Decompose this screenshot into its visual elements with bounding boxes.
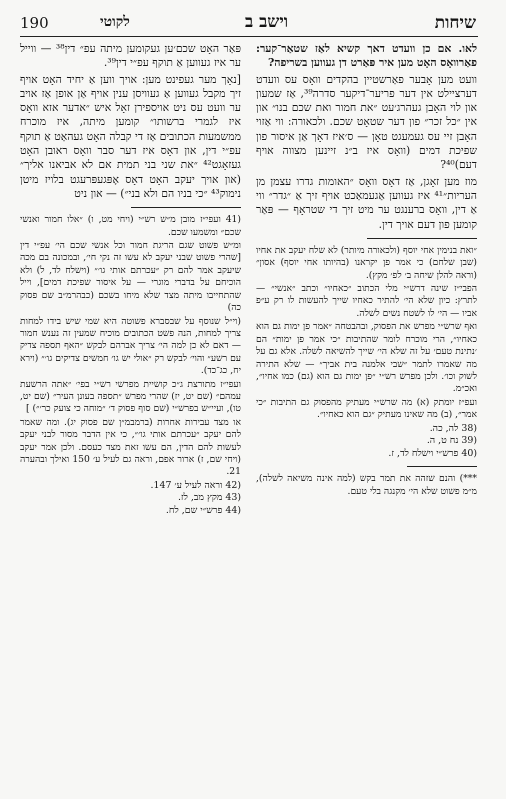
starred-separator <box>407 466 477 467</box>
header-title-left: שיחות <box>434 13 476 33</box>
left-column <box>20 42 241 518</box>
footnote-ref: (42 וראה לעיל ע׳ 147. <box>150 479 241 491</box>
footnote-text: (וי״ל שנוסף על שבסברא פשוטה היא שמי שיש בידו למחות צריך למחות, הנה פשט הכתובים מוכיח שמעין זה נענש חמור — דאם לא כן למה הי׳ צריך אברהם לבקש ״האף תספה צדיק עם רשע״ והוי׳ לבקש רק ״אולי יש גו׳ חמשים צדיקים גו׳״ (וירא יח, כג־כד). <box>20 315 241 377</box>
header-title-center: וישב ב <box>245 12 289 32</box>
footnote-ref: (44 פרש״י שם, לח. <box>165 504 241 516</box>
header-rule <box>20 36 478 37</box>
footnote-separator <box>367 238 477 239</box>
footnote-ref: (38 לה, כה. <box>429 422 477 434</box>
footnote-text: ועפי״ז מתורצת ג״כ קושיית מפרשי רש״י בפי׳ ״אתה הרשעת עמהם״ (שם יט, יז) שהרי מפרש ״תספה בעונן העיר״ (שם יט, טו), ועיי״ש בפרש״י (שם סוף פסוק ד׳ ״מוחה כי צועק כר׳״) ] <box>20 378 241 415</box>
footnote-ref: (40 פרש״י וישלח לד, ז. <box>388 447 477 459</box>
footnote-ref: (39 נח ט, ה. <box>426 435 477 447</box>
page-header <box>20 12 478 34</box>
right-column <box>256 42 477 499</box>
page-number: 190 <box>20 14 49 32</box>
footnote-text: (41 ועפי״ז מובן מ״ש רש״י (ויחי מט, ו) ״אלו חמור ואנשי שכם״ ומשמעו שכם. <box>20 214 241 238</box>
footnote-text: ואף שרש״י מפרש את הפסוק, ובהבטחה ״אמר פן ימות גם הוא כאחיו״, הרי מוכרח לומר שהתיבות ״כי אמר פן ימות״ הם ׳נתינת טעם׳ על זה שלא הי׳ שייך להשיאה לשלה. אלא גם על מה שאמרו לתמר ״שבי אלמנה בית אביך״ — שלא התירה לשוק וכו׳. ולכן מפרש רש״י ״פן ימות גם הוא (גם) כמו אחיו״, ואכ״מ. <box>256 321 477 395</box>
footnote-separator <box>131 207 241 208</box>
footnote-ref: (43 מקץ מב, לז. <box>177 492 241 504</box>
header-title-right: לקוטי <box>100 14 130 30</box>
body-paragraph: מוז מען זאָגן, אַז דאָס וואָס ״האומות גדרו עצמן מן העריות״⁴¹ איז געווען אַגעמאַכט אויף זיך אַ ״גדר״ ווי אַ דין, וואָס ברענגט ער מיט זיך די שטראָף — פּאַר קומען פון דעם אויך דין. <box>256 174 477 231</box>
starred-note: ***) והנם שזהה את תמר בקש (למה אינה משיאה לשלה), מ״מ פשוט שלא הי׳ מקנגה בלי טעם. <box>256 473 477 497</box>
footnote-text: ומ״ש פשוט שגם הריגת חמור וכל אנשי שכם הי׳ עפ״י דין [שהרי פשוט שבני יעקב לא עשו זה נקי חי׳, ובמכונה בם מכה שיעקב אמר להם רק ״עכרתם אותי גו׳״ (וישלח לד, ל) ולא הוכיחם על בדברי מוגרי — על איסור שפיכת דמים], וייל שהתחייבו מיתה מצד שלא מיחו בשכם (כבהרמ״ב שם פסוק כה) <box>20 240 241 314</box>
body-paragraph: לאו. אם כן וועדט דאך קשיא לאַז שטאַר־קער: פאַרוואָס האָט מען איר פּאַרט דן געווען בשריפה? <box>256 42 477 70</box>
footnote-text: הפבי״ז שינה דרש״י מלי הכתוב ״כאחיו״ וכתב ״אנשי״ — לתרץ: כיון שלא הי׳ להתיר כאחיו שייך להעשות לו רק ע״פ אביו — הי׳ לו לשטח נשים לשלה. <box>256 283 477 319</box>
body-paragraph: וועט מען אָבער פאַרשטיין בהקדים וואָס עס וועדט דערציילט אין דער פריער־דיקער סדרה³⁹, אַז שמעון און לוי האָבן געהרג׳עט ״את חמור ואת שכם בנו״ און אין ״כל זכר״ פון דער שטאָט שכם. ולכאורה: ווי אַזוי האָבן זיי עס געמעגט טאָן — ס׳איז דאָך אַן איסור פון שפיכת דמים (וואָס איז ב״נ זיינען מצווה אויף דעם)⁴⁰? <box>256 72 477 172</box>
footnote-text: ״ואת בנימין אחי יוסף (ולכאורה מיותר) לא שלח יעקב את אחיו (שבן שלחם) כי אמר פן יקראנו (בהיותו אחי יוסף) אסון״ (וראה להלן שיחה ב׳ לפ׳ מקץ). <box>256 244 477 281</box>
footnote-text: ועפ״ז יומתק (א) מה שרש״י מעתיק מהפסוק גם התיבות ״כי אמר״, (ב) מה שאינו מעתיק ״גם הוא כאחיו״. <box>256 396 477 421</box>
footnote-text: או מצד עבירות אחרות (ברמבמ״ן שם פסוק יג). ומה שאמר להם יעקב ״עכרתם אותי גו׳״, כי אין הדבר מסור לבני יעקב לעשות להם הדין, הם עשו זאת מצד כעסם. ולכן אמר יעקב (ויחי שם, ז) ארור אפם, וראה גם לעיל ע׳ 150 ואילך ובהערה 21. <box>20 416 241 478</box>
body-paragraph: פּאַר האָט שכם׳ען געקומען מיתה עפ״ דין³⁸ — ווייל ער איז געווען אַ תוקף עפ״י דין³⁹. <box>20 42 241 70</box>
body-paragraph: [נאָך מער געפינט מען: אויך ווען אַ יחיד האָט אויף זיך מקבל געווען אַ געוויסן ענין אויף אַן אופן אַז אויב ער וועט עס ניט אויספירן זאָל איש ״אדער אזא וואָס איז לגמרי ברשותו״ קומען מיתה, איז מוכרח ממשמעות הכתובים אַז די קבלה האָט געהאַט אַ תוקף עפ״י דין, און דאָס איז דער סבר וואָס ראובן האָט געזאָגט⁴² ״את שני בני תמית אם לא אביאנו אליך״ (און אויך יעקב האָט דאָס אָפּגעפּרעגט בלויז מיטן נימוק⁴³ ״כי בניו הם ולא בני״) — און ניט <box>20 72 241 200</box>
